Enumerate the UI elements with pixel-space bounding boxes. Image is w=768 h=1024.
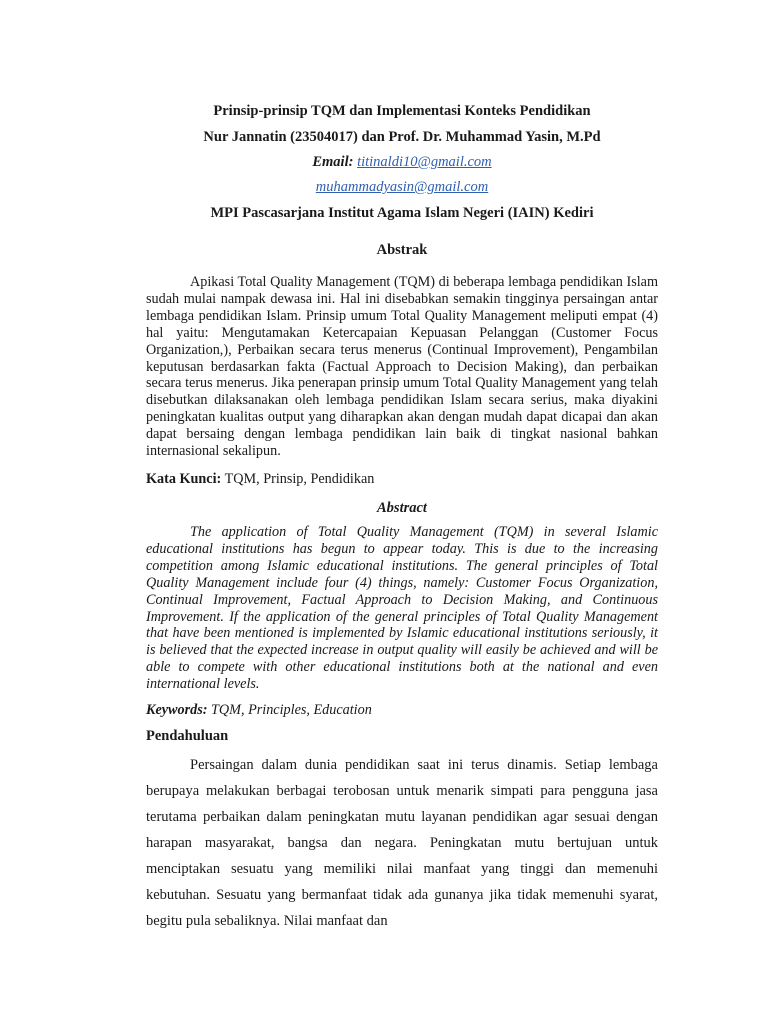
kata-kunci — [146, 471, 658, 488]
document-page — [146, 96, 658, 934]
email-label: Email: — [312, 154, 354, 170]
intro-body: Persaingan dalam dunia pendidikan saat ini terus dinamis. Setiap lembaga berupaya melakukan berbagai terobosan untuk menarik simpati para pengguna jasa terutama perbaikan dalam peningkatan mutu layanan pendidikan agar sesuai dengan harapan masyarakat, bangsa dan negara. Peningkatan mutu bertujuan untuk menciptakan sesuatu yang memiliki nilai manfaat yang tinggi dan memenuhi kebutuhan. Sesuatu yang bermanfaat tidak ada gunanya jika tidak memenuhi syarat, begitu pula sebaliknya. Nilai manfaat dan — [146, 757, 658, 930]
abstrak-body: Apikasi Total Quality Management (TQM) di beberapa lembaga pendidikan Islam sudah mulai nampak dewasa ini. Hal ini disebabkan semakin tingginya persaingan antar lembaga pendidikan Islam. Prinsip umum Total Quality Management meliputi empat (4) hal yaitu: Mengutamakan Ketercapaian Kepuasan Pelanggan (Customer Focus Organization,), Perbaikan secara terus menerus (Continual Improvement), Pengambilan keputusan berdasarkan fakta (Factual Approach to Decision Making), dan perbaikan secara terus menerus. Jika penerapan prinsip umum Total Quality Management yang telah disebutkan dilaksanakan oleh lembaga pendidikan Islam secara serius, maka diyakini peningkatan kualitas output yang diharapkan akan dengan mudah dapat dicapai dan akan dapat bersaing dengan lembaga pendidikan lain baik di tingkat nasional bahkan internasional sekalipun. — [146, 274, 658, 460]
abstract-heading: Abstract — [377, 499, 427, 516]
abstract-body: The application of Total Quality Management (TQM) in several Islamic educational institutions has begun to appear today. This is due to the increasing competition among Islamic educational institutions. The general principles of Total Quality Management include four (4) things, namely: Customer Focus Organization, Continual Improvement, Factual Approach to Decision Making, and Continuous Improvement. If the application of the general principles of Total Quality Management that have been mentioned is implemented by Islamic educational institutions seriously, it is believed that the expected increase in output quality will easily be achieved and will be able to compete with other educational institutions both at the national and even international levels. — [146, 523, 658, 693]
keywords — [146, 702, 658, 719]
abstrak-heading: Abstrak — [376, 242, 428, 258]
kata-kunci-label: Kata Kunci: — [146, 470, 222, 487]
email-link-1[interactable]: titinaldi10@gmail.com — [357, 154, 492, 170]
email-line — [146, 153, 658, 171]
keywords-values: TQM, Principles, Education — [211, 702, 372, 719]
email-line-2 — [146, 178, 658, 196]
paper-authors: Nur Jannatin (23504017) dan Prof. Dr. Muhammad Yasin, M.Pd — [203, 129, 601, 145]
section-heading-pendahuluan: Pendahuluan — [146, 728, 229, 745]
keywords-label: Keywords: — [146, 702, 208, 719]
institution: MPI Pascasarjana Institut Agama Islam Negeri (IAIN) Kediri — [210, 205, 594, 221]
email-link-2[interactable]: muhammadyasin@gmail.com — [315, 179, 489, 195]
paper-title: Prinsip-prinsip TQM dan Implementasi Konteks Pendidikan — [213, 103, 591, 119]
kata-kunci-values: TQM, Prinsip, Pendidikan — [224, 470, 375, 487]
